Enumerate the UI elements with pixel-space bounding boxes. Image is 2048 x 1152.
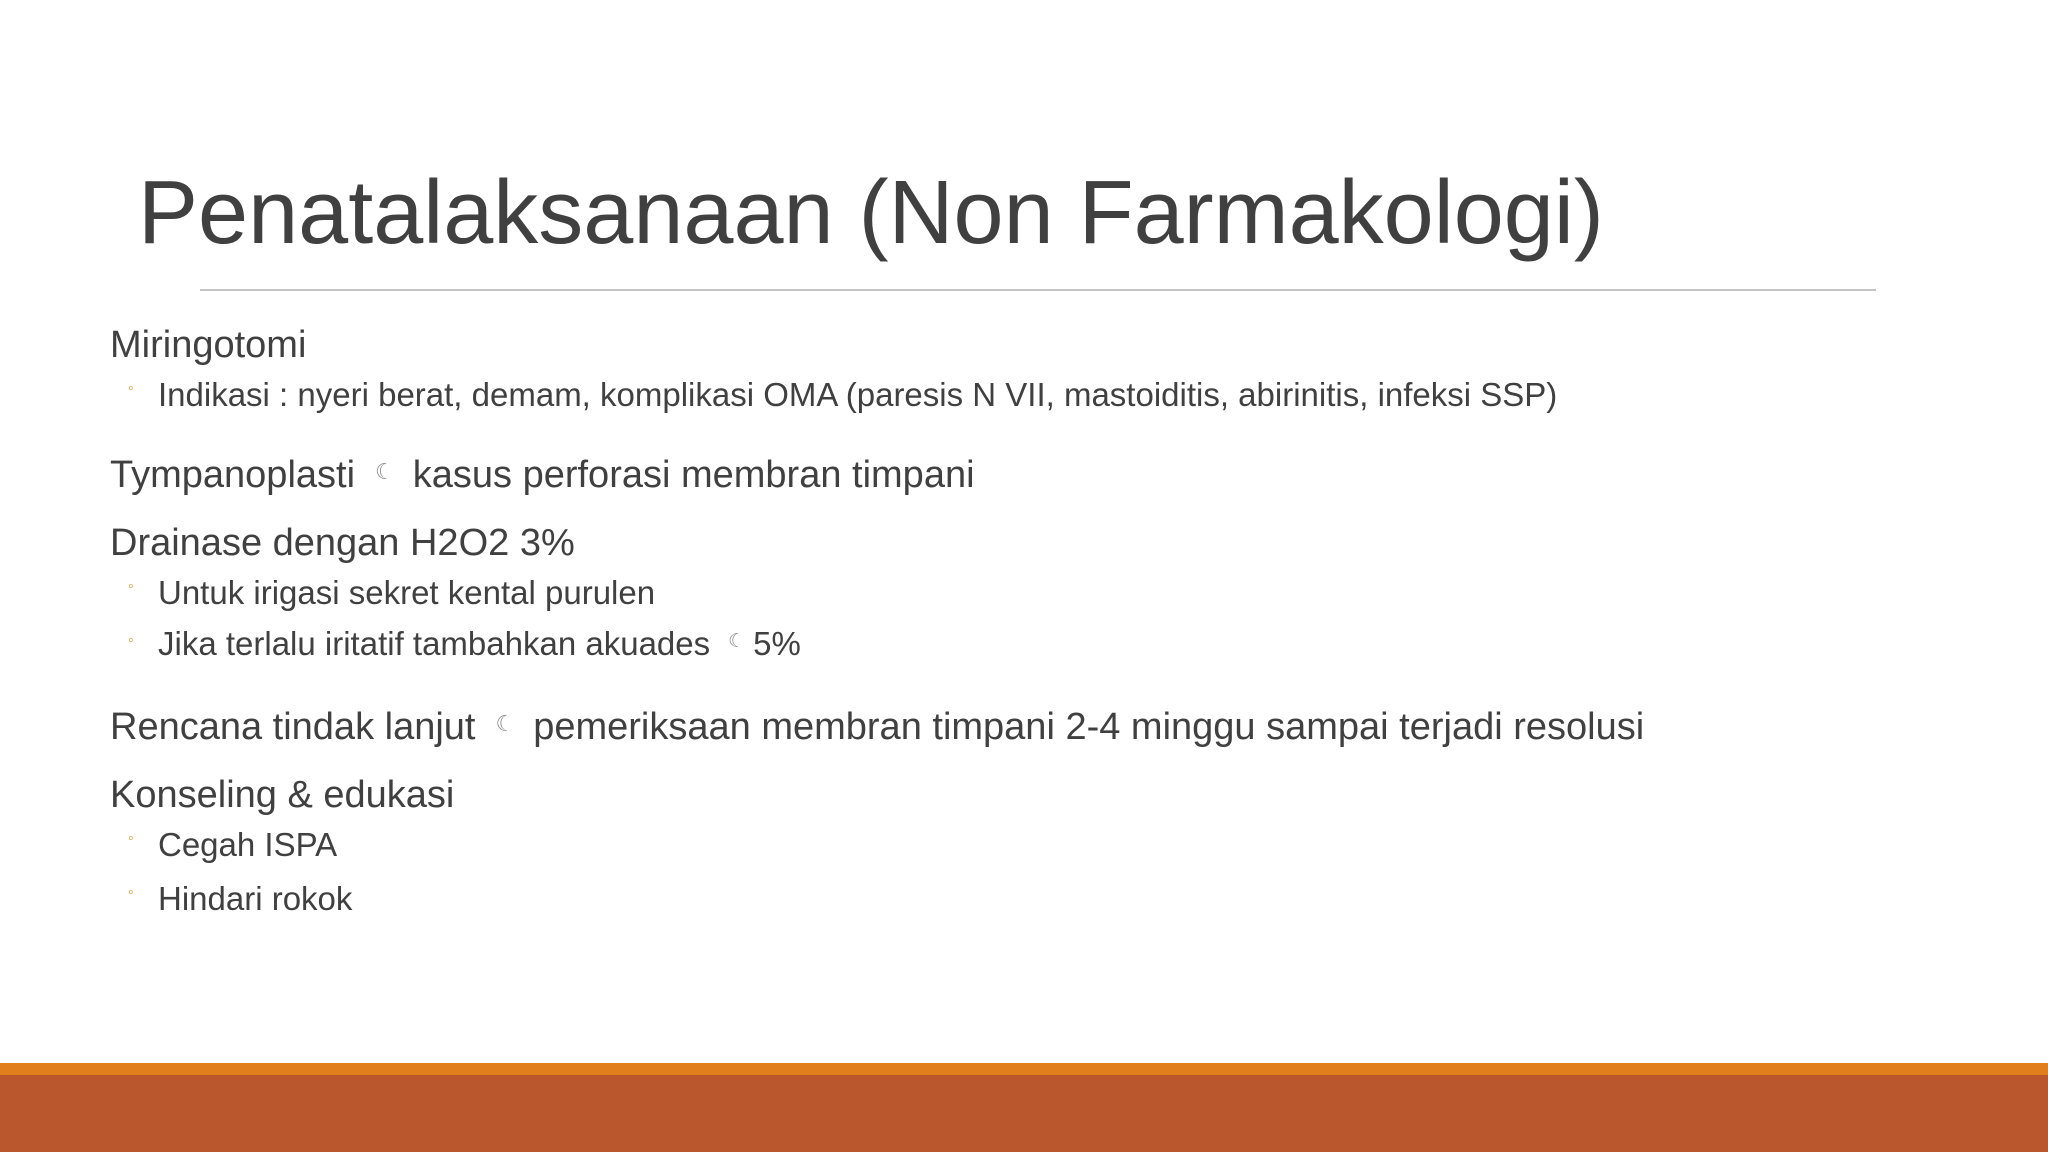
footer-accent-bar [0, 1063, 2048, 1075]
circle-bullet-icon: ◦ [128, 578, 134, 595]
bullet-rencana [110, 704, 1970, 750]
slide-content [110, 322, 1970, 926]
sub-bullet-text: Indikasi : nyeri berat, demam, komplikasi OMA (paresis N VII, mastoiditis, abirinitis, infeksi SSP) [158, 376, 1558, 413]
bullet-text: pemeriksaan membran timpani 2-4 minggu sampai terjadi resolusi [533, 706, 1645, 748]
sub-bullet-text: Cegah ISPA [158, 826, 338, 863]
sub-bullet-text: Hindari rokok [158, 880, 353, 917]
footer-bar [0, 1075, 2048, 1152]
sub-bullet-indikasi [110, 368, 1970, 422]
sub-bullet-text: Untuk irigasi sekret kental purulen [158, 574, 656, 611]
sub-bullet-rokok [110, 872, 1970, 926]
bullet-miringotomi: Miringotomi [110, 324, 307, 366]
circle-bullet-icon: ◦ [128, 884, 134, 901]
circle-bullet-icon: ◦ [128, 830, 134, 847]
arrow-icon: ☾ [375, 459, 395, 484]
circle-bullet-icon: ◦ [128, 632, 134, 649]
sub-bullet-text-before: Jika terlalu iritatif tambahkan akuades [158, 625, 711, 662]
bullet-drainase: Drainase dengan H2O2 3% [110, 522, 575, 564]
bullet-text: Rencana tindak lanjut [110, 706, 476, 748]
bullet-text: Tympanoplasti [110, 454, 356, 496]
sub-bullet-ispa [110, 818, 1970, 872]
circle-bullet-icon: ◦ [128, 380, 134, 397]
sub-bullet-text-after: 5% [753, 625, 801, 662]
title-divider [200, 289, 1876, 291]
arrow-icon: ☾ [495, 711, 516, 736]
sub-bullet-irigasi [110, 566, 1970, 620]
bullet-konseling: Konseling & edukasi [110, 774, 455, 816]
sub-bullet-iritatif [110, 620, 1970, 674]
slide-title: Penatalaksanaan (Non Farmakologi) [138, 163, 1604, 263]
bullet-text: kasus perforasi membran timpani [412, 454, 975, 496]
sub-bullet-text [158, 617, 801, 677]
arrow-icon: ☾ [728, 631, 746, 652]
bullet-tympanoplasti [110, 452, 1970, 498]
